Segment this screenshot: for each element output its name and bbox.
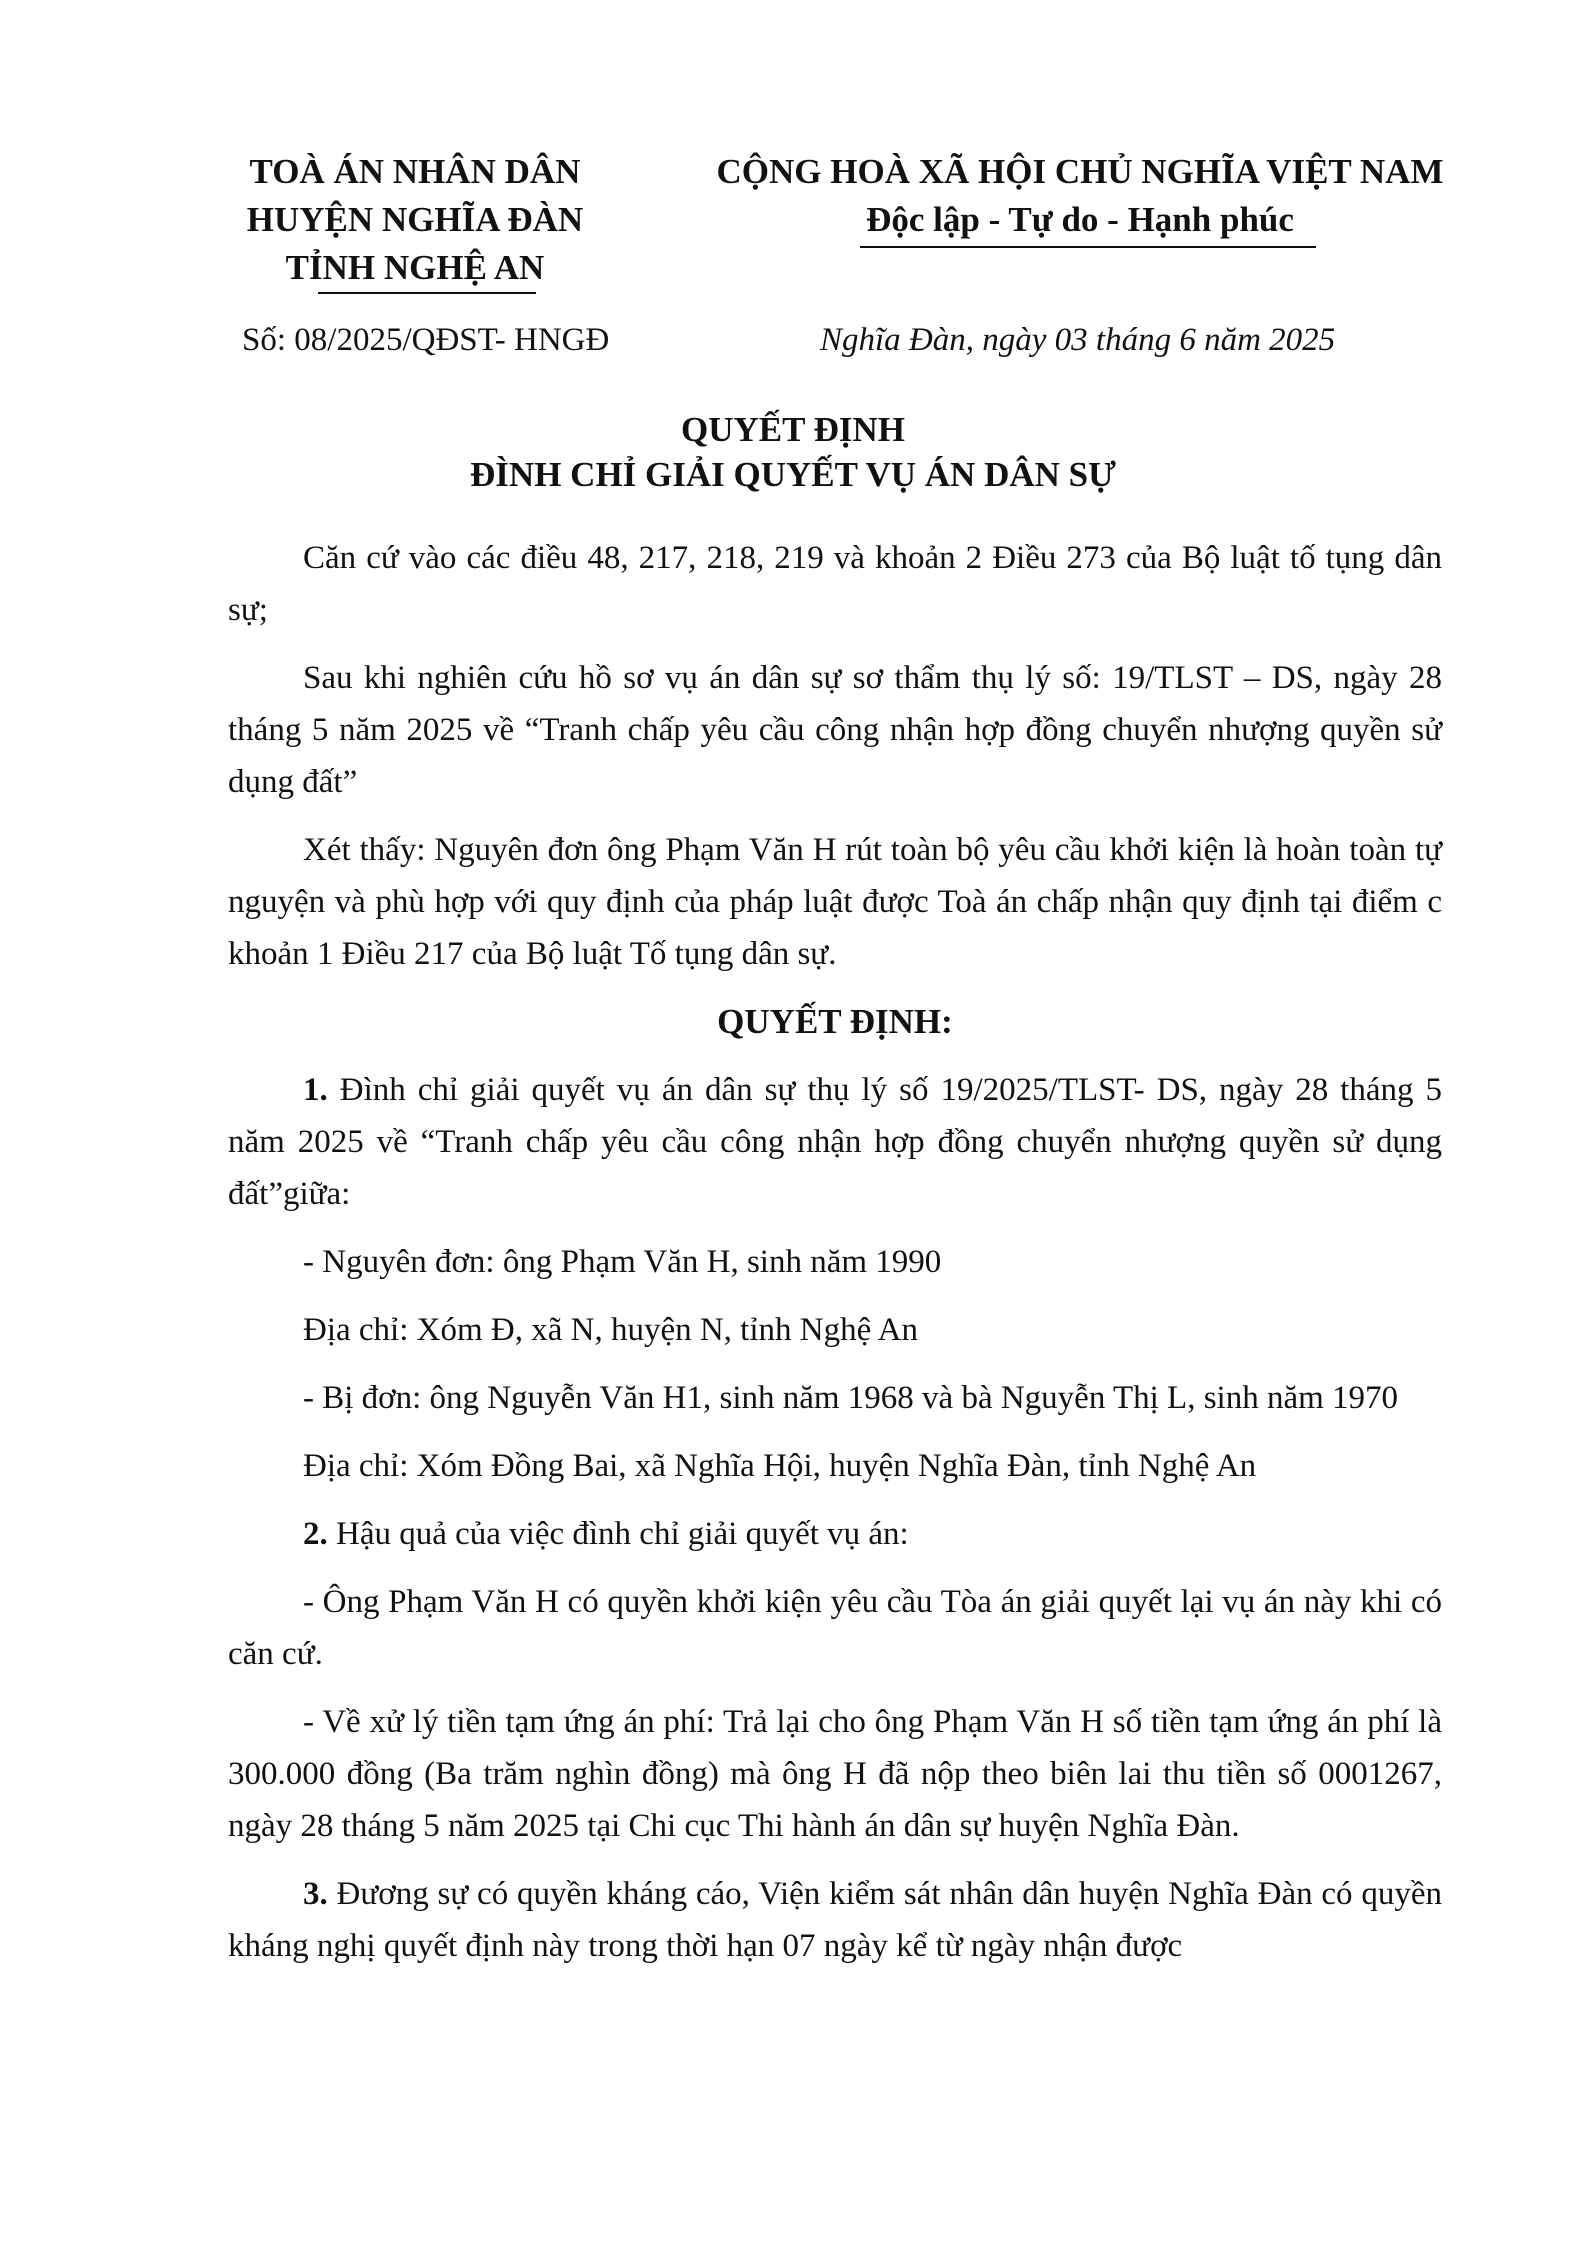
item-3-text: Đương sự có quyền kháng cáo, Viện kiểm sát nhân dân huyện Nghĩa Đàn có quyền kháng nghị quyết định này trong thời hạn 07 ngày kể từ ngày nhận được [228,1876,1442,1964]
court-name-block [215,148,615,292]
plaintiff-address: Địa chỉ: Xóm Đ, xã N, huyện N, tỉnh Nghệ An [303,1312,918,1348]
legal-basis-paragraph: Căn cứ vào các điều 48, 217, 218, 219 và khoản 2 Điều 273 của Bộ luật tố tụng dân sự; [228,540,1442,628]
item-3-number: 3. [303,1876,328,1912]
item-1-text: Đình chỉ giải quyết vụ án dân sự thụ lý số 19/2025/TLST- DS, ngày 28 tháng 5 năm 2025 về “Tranh chấp yêu cầu công nhận hợp đồng chuyển nhượng quyền sử dụng đất”giữa: [228,1072,1442,1212]
decision-item-1 [228,1064,1442,1220]
plaintiff-line: - Nguyên đơn: ông Phạm Văn H, sinh năm 1990 [303,1244,942,1280]
decision-item-3 [228,1868,1442,1972]
consequence-refile: - Ông Phạm Văn H có quyền khởi kiện yêu cầu Tòa án giải quyết lại vụ án này khi có căn cứ. [228,1584,1442,1672]
court-name-line1: TOÀ ÁN NHÂN DÂN [249,152,581,191]
decision-heading: QUYẾT ĐỊNH: [717,1002,953,1041]
court-name-line3: TỈNH NGHỆ AN [285,248,545,287]
document-body [228,532,1442,1988]
court-name-line2: HUYỆN NGHĨA ĐÀN [246,200,584,239]
item-2-number: 2. [303,1516,328,1552]
document-number: Số: 08/2025/QĐST- HNGĐ [242,322,610,358]
document-subtitle: ĐÌNH CHỈ GIẢI QUYẾT VỤ ÁN DÂN SỰ [470,455,1116,494]
defendant-address: Địa chỉ: Xóm Đồng Bai, xã Nghĩa Hội, huyện Nghĩa Đàn, tỉnh Nghệ An [303,1448,1257,1484]
item-2-text: Hậu quả của việc đình chỉ giải quyết vụ án: [327,1516,909,1552]
nation-name: CỘNG HOÀ XÃ HỘI CHỦ NGHĨA VIỆT NAM [716,152,1444,191]
place-and-date: Nghĩa Đàn, ngày 03 tháng 6 năm 2025 [820,322,1336,358]
item-1-number: 1. [303,1072,328,1108]
court-underline [318,292,536,294]
consequence-fee-refund: - Về xử lý tiền tạm ứng án phí: Trả lại cho ông Phạm Văn H số tiền tạm ứng án phí là 300.000 đồng (Ba trăm nghìn đồng) mà ông H đã nộp theo biên lai thu tiền số 0001267, ngày 28 tháng 5 năm 2025 tại Chi cục Thi hành án dân sự huyện Nghĩa Đàn. [228,1704,1442,1844]
defendant-line: - Bị đơn: ông Nguyễn Văn H1, sinh năm 1968 và bà Nguyễn Thị L, sinh năm 1970 [303,1380,1399,1416]
motto-underline [860,246,1316,248]
findings-paragraph: Xét thấy: Nguyên đơn ông Phạm Văn H rút toàn bộ yêu cầu khởi kiện là hoàn toàn tự nguyện và phù hợp với quy định của pháp luật được Toà án chấp nhận quy định tại điểm c khoản 1 Điều 217 của Bộ luật Tố tụng dân sự. [228,832,1442,972]
national-motto: Độc lập - Tự do - Hạnh phúc [866,200,1294,239]
national-heading-block [700,148,1460,244]
decision-item-2 [228,1508,1442,1560]
document-title: QUYẾT ĐỊNH [681,410,905,449]
case-study-paragraph: Sau khi nghiên cứu hồ sơ vụ án dân sự sơ thẩm thụ lý số: 19/TLST – DS, ngày 28 tháng 5 năm 2025 về “Tranh chấp yêu cầu công nhận hợp đồng chuyển nhượng quyền sử dụng đất” [228,660,1442,800]
